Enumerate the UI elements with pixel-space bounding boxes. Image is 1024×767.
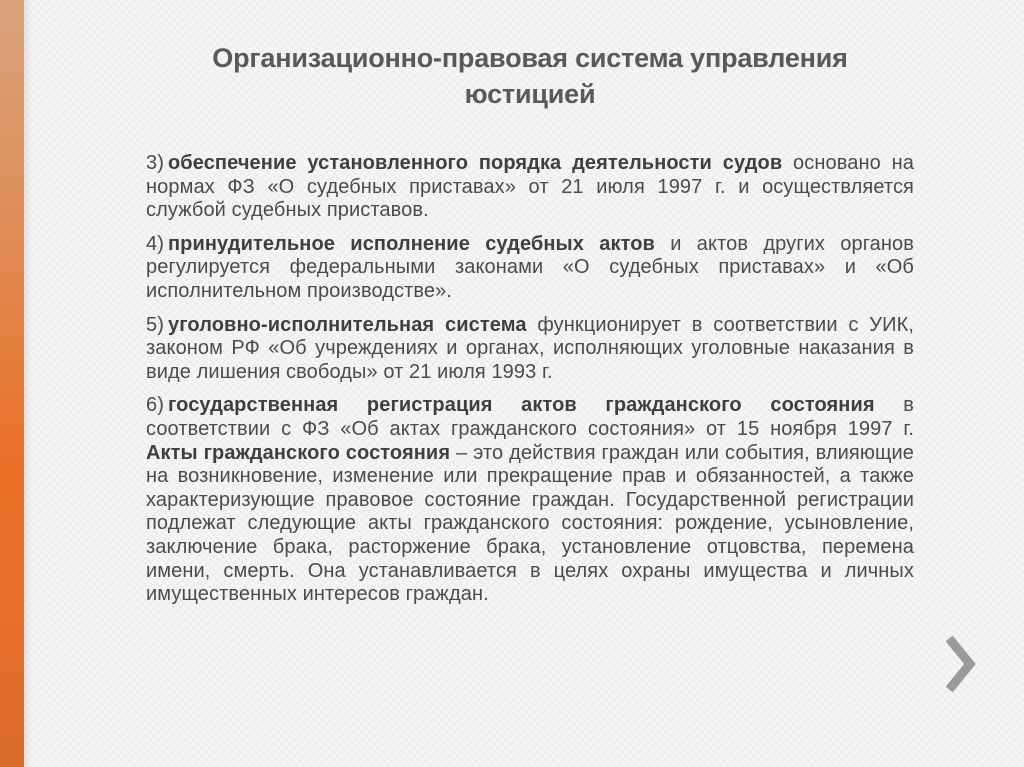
accent-bar — [0, 0, 24, 767]
paragraph-5 — [146, 314, 914, 385]
paragraph-4 — [146, 233, 914, 304]
paragraph-text: основано на нормах ФЗ «О судебных приставах» от 21 июля 1997 г. и осуществляется службой судебных приставов. — [146, 152, 915, 222]
slide-body — [146, 152, 914, 617]
paragraph-bold-text: государственная регистрация актов гражданского состояния — [167, 394, 875, 417]
paragraph-text: и актов других органов регулируется федеральными законами «О судебных приставах» и «Об исполнительном производстве». — [146, 232, 914, 302]
slide-title: Организационно-правовая система управления юстицией — [212, 43, 848, 109]
paragraph-6 — [146, 394, 914, 606]
paragraph-3 — [146, 152, 914, 223]
paragraph-bold-text: уголовно-исполнительная система — [167, 313, 527, 336]
paragraph-bold-text-2: Акты гражданского состояния — [146, 441, 451, 464]
paragraph-text: функционирует в соответствии с УИК, законом РФ «Об учреждениях и органах, исполняющих уголовные наказания в виде лишения свободы» от 21 июля 1993 г. — [146, 313, 914, 383]
accent-shadow — [24, 0, 32, 767]
next-slide-button[interactable] — [940, 636, 980, 692]
paragraph-bold-text: принудительное исполнение судебных актов — [167, 232, 655, 255]
paragraph-number: 5) — [146, 313, 164, 336]
paragraph-number: 4) — [146, 232, 164, 255]
paragraph-text-2: – это действия граждан или события, влияющие на возникновение, изменение или прекращение прав и обязанностей, а также характеризующие правовое состояние граждан. Государственной регистрации подлежат следующие акты гражданского состояния: рождение, усыновление, заключение брака, расторжение брака, установление отцовства, перемена имени, смерть. Она устанавливается в целях охраны имущества и личных имущественных интересов граждан. — [146, 441, 914, 606]
paragraph-text: в соответствии с ФЗ «Об актах гражданского состояния» от 15 ноября 1997 г. — [146, 394, 914, 440]
paragraph-number: 6) — [146, 394, 164, 417]
chevron-right-icon — [940, 636, 980, 692]
paragraph-number: 3) — [146, 152, 164, 174]
paragraph-bold-text: обеспечение установленного порядка деятельности судов — [167, 152, 783, 174]
